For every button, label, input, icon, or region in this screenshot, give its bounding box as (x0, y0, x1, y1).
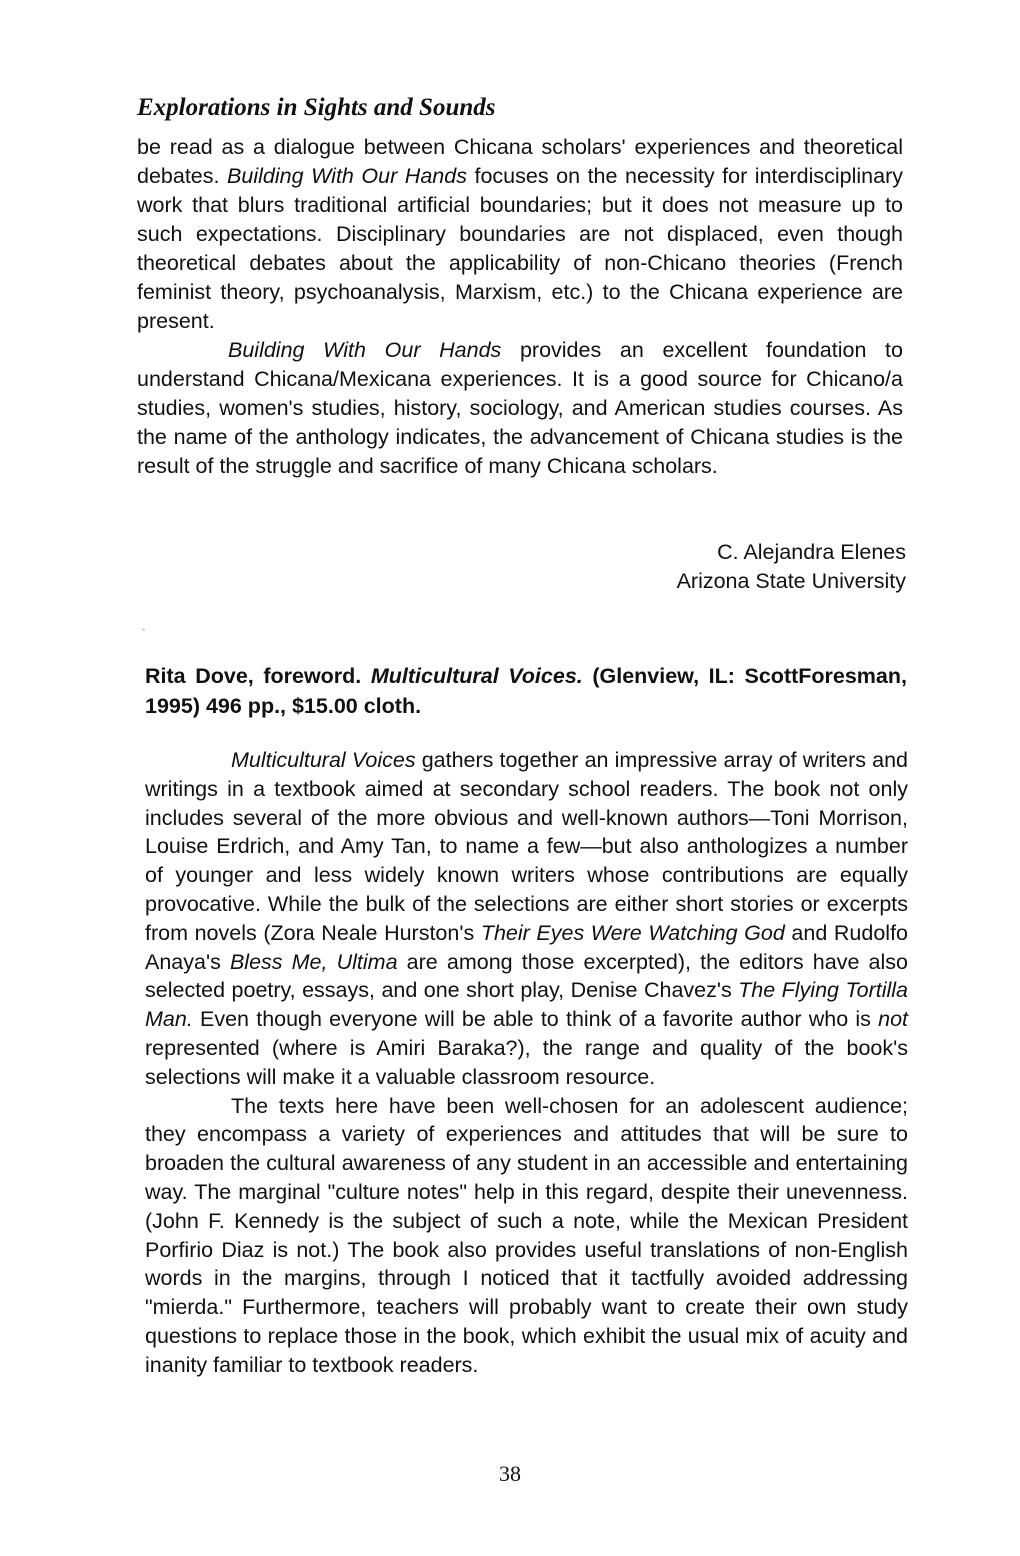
review-continuation (137, 133, 903, 481)
book-title: Building With Our Hands (228, 338, 502, 362)
reviewer-affiliation: Arizona State University (676, 569, 906, 593)
paragraph: The texts here have been well-chosen for an adolescent audience; they encompass a variety of experiences and attitudes that will be sure to broaden the cultural awareness of any student in an accessible and entertaining way. The marginal "culture notes" help in this regard, despite their unevenness. (John F. Kennedy is the subject of such a note, while the Mexican President Porfirio Diaz is not.) The book also provides useful translations of non-English words in the margins, through I noticed that it tactfully avoided addressing "mierda." Furthermore, teachers will probably want to create their own study questions to replace those in the book, which exhibit the usual mix of acuity and inanity familiar to textbook readers. (145, 1093, 908, 1377)
scan-speck (142, 628, 145, 631)
paragraph: be read as a dialogue between Chicana scholars' experiences and theoretical debates. Building With Our Hands focuses on the necessity for interdisciplinary work that blurs traditional artificial boundaries; but it does not measure up to such expectations. Disciplinary boundaries are not displaced, even though theoretical debates about the applicability of non-Chicano theories (French feminist theory, psychoanalysis, Marxism, etc.) to the Chicana experience are present. (137, 135, 903, 333)
paragraph: Multicultural Voices gathers together an impressive array of writers and writings in a textbook aimed at secondary school readers. The book not only includes several of the more obvious and well-known authors—Toni Morrison, Louise Erdrich, and Amy Tan, to name a few—but also anthologizes a number of younger and less widely known writers whose contributions are equally provocative. While the bulk of the selections are either short stories or excerpts from novels (Zora Neale Hurston's Their Eyes Were Watching God and Rudolfo Anaya's Bless Me, Ultima are among those excerpted), the editors have also selected poetry, essays, and one short play, Denise Chavez's The Flying Tortilla Man. Even though everyone will be able to think of a favorite author who is not represented (where is Amiri Baraka?), the range and quality of the book's selections will make it a valuable classroom resource. (145, 748, 908, 1089)
page-number: 38 (499, 1461, 521, 1486)
review-heading: Rita Dove, foreword. Multicultural Voices. (Glenview, IL: ScottForesman, 1995) 496 pp., $15.00 cloth. (145, 664, 907, 718)
book-title: Their Eyes Were Watching God (480, 920, 785, 945)
review-body (145, 746, 908, 1380)
running-head: Explorations in Sights and Sounds (137, 94, 496, 121)
emphasis: not (878, 1007, 908, 1032)
reviewer-name: C. Alejandra Elenes (717, 540, 906, 564)
book-title: Multicultural Voices (231, 748, 416, 772)
paragraph: Building With Our Hands provides an excellent foundation to understand Chicana/Mexicana experiences. It is a good source for Chicano/a studies, women's studies, history, sociology, and American studies courses. As the name of the anthology indicates, the advancement of Chicana studies is the result of the struggle and sacrifice of many Chicana scholars. (137, 338, 903, 478)
book-title: Building With Our Hands (227, 164, 467, 188)
book-title: Multicultural Voices. (370, 664, 583, 688)
book-title: Bless Me, Ultima (229, 949, 398, 974)
book-title: The Flying Tortilla Man. (145, 978, 908, 1032)
